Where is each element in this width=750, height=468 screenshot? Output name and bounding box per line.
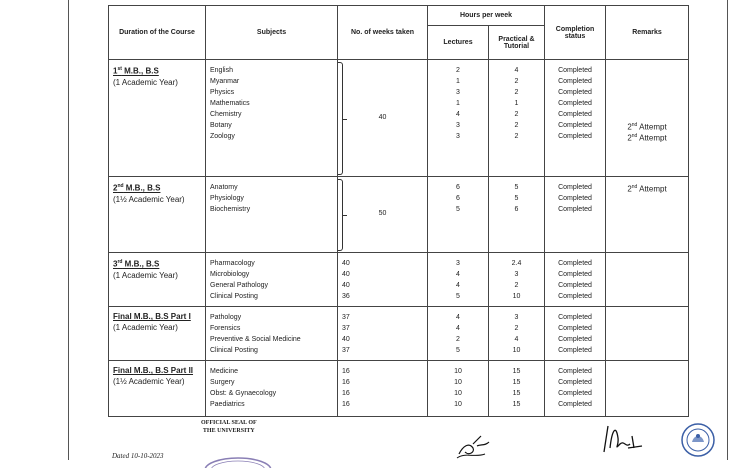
weeks-list-line: 37 (342, 325, 350, 332)
remarks-list-line: 2nd Attempt (627, 133, 667, 143)
course-year: (1½ Academic Year) (113, 377, 185, 386)
course-duration-cell (109, 307, 206, 361)
header-completion: Completion status (545, 6, 606, 60)
subject-list-line: Preventive & Social Medicine (210, 336, 301, 343)
subject-list-line: Medicine (210, 368, 239, 375)
lectures-list-line: 3 (456, 122, 460, 129)
header-lectures: Lectures (428, 26, 489, 60)
course-duration-cell (109, 361, 206, 417)
practical-list-line: 2 (514, 325, 519, 332)
status-list-line: Completed (558, 293, 592, 300)
practical-list-line: 2 (514, 122, 519, 129)
subject-list-line: Mathematics (210, 100, 250, 107)
lectures-list-line: 4 (456, 282, 460, 289)
course-duration-cell (109, 177, 206, 253)
subject-list-line: Clinical Posting (210, 293, 258, 300)
dated-text: Dated 10-10-2023 (112, 452, 164, 460)
course-year: (1 Academic Year) (113, 323, 178, 332)
subject-list (206, 60, 338, 177)
lectures-list-line: 10 (454, 390, 462, 397)
course-title: 3rd M.B., B.S (113, 259, 160, 269)
subject-list (206, 253, 338, 307)
signature-1 (455, 432, 495, 460)
status-list (545, 60, 606, 177)
subject-list-line: Surgery (210, 379, 235, 386)
practical-list-line: 15 (512, 368, 521, 375)
subject-list-line: Botany (210, 122, 232, 129)
course-year: (1 Academic Year) (113, 77, 178, 87)
lectures-list-line: 2 (456, 336, 460, 343)
lectures-list-line: 3 (456, 133, 460, 140)
header-duration: Duration of the Course (109, 6, 206, 60)
signature-2 (598, 418, 648, 458)
weeks-list-line: 16 (342, 390, 350, 397)
subject-list-line: Biochemistry (210, 206, 251, 213)
subject-list (206, 177, 338, 253)
weeks-list-line: 40 (342, 282, 350, 289)
practical-list-line: 3 (514, 314, 519, 321)
subject-list (206, 361, 338, 417)
remarks-list (606, 60, 689, 177)
practical-list-line: 4 (514, 336, 519, 343)
remarks-list (606, 361, 689, 417)
remarks-list-line (606, 193, 688, 204)
course-duration-cell (109, 60, 206, 177)
status-list-line: Completed (558, 336, 592, 343)
remarks-list-line (606, 65, 688, 76)
lectures-list-line: 4 (456, 314, 460, 321)
weeks-list (338, 253, 428, 307)
weeks-list-line: 16 (342, 368, 350, 375)
course-row (109, 307, 689, 361)
status-list-line: Completed (558, 325, 592, 332)
weeks-list-line: 37 (342, 347, 350, 354)
course-duration-cell (109, 253, 206, 307)
status-list-line: Completed (558, 282, 592, 289)
status-list (545, 307, 606, 361)
weeks-list-line: 40 (342, 336, 350, 343)
subject-list-line: Physics (210, 89, 235, 96)
course-row (109, 253, 689, 307)
seal-caption-line2: THE UNIVERSITY (202, 428, 255, 434)
weeks-list (338, 307, 428, 361)
lectures-list-line: 4 (456, 271, 460, 278)
status-list-line: Completed (558, 100, 592, 107)
subject-list-line: Myanmar (210, 78, 240, 85)
lectures-list-line: 1 (456, 100, 460, 107)
status-list-line: Completed (558, 184, 592, 191)
subject-list-line: General Pathology (210, 282, 268, 289)
weeks-total: 40 (378, 113, 387, 121)
status-list-line: Completed (558, 133, 592, 140)
weeks-list-line: 37 (342, 314, 350, 321)
practical-list-line: 2 (514, 282, 519, 289)
lectures-list-line: 3 (456, 260, 460, 267)
course-table (108, 5, 689, 417)
practical-list-line: 1 (514, 100, 519, 107)
header-weeks: No. of weeks taken (338, 6, 428, 60)
course-title: Final M.B., B.S Part II (113, 366, 194, 375)
subject-list-line: Forensics (210, 325, 241, 332)
weeks-list-line: 40 (342, 260, 350, 267)
course-title: Final M.B., B.S Part I (113, 312, 191, 321)
status-list (545, 361, 606, 417)
status-list-line: Completed (558, 379, 592, 386)
university-emblem (680, 422, 716, 460)
status-list (545, 177, 606, 253)
lectures-list-line: 6 (456, 195, 460, 202)
practical-list-line: 2 (514, 78, 519, 85)
weeks-list-line: 40 (342, 271, 350, 278)
lectures-list-line: 10 (454, 368, 462, 375)
remarks-list-line (606, 109, 688, 120)
course-row (109, 60, 689, 177)
page-left-border (68, 0, 69, 460)
status-list-line: Completed (558, 78, 592, 85)
practical-list-line: 15 (512, 401, 521, 408)
header-practical: Practical & Tutorial (489, 26, 545, 60)
practical-list-line: 5 (514, 184, 519, 191)
status-list-line: Completed (558, 67, 592, 74)
remarks-list-line: 2nd Attempt (627, 122, 667, 132)
practical-list (489, 307, 545, 361)
weeks-list-line: 16 (342, 379, 350, 386)
remarks-list-line (606, 87, 688, 98)
weeks-bracket-cell (338, 60, 428, 177)
status-list-line: Completed (558, 314, 592, 321)
lectures-list (428, 177, 489, 253)
official-seal-caption (201, 419, 257, 435)
lectures-list-line: 6 (456, 184, 460, 191)
subject-list-line: Clinical Posting (210, 347, 258, 354)
remarks-list-line: 2nd Attempt (627, 184, 667, 194)
subject-list-line: Microbiology (210, 271, 250, 278)
remarks-list (606, 253, 689, 307)
lectures-list-line: 2 (456, 67, 460, 74)
status-list-line: Completed (558, 347, 592, 354)
course-title: 1st M.B., B.S (113, 66, 159, 76)
remarks-list-line (606, 76, 688, 87)
practical-list-line: 3 (514, 271, 519, 278)
practical-list-line: 15 (512, 379, 521, 386)
status-list-line: Completed (558, 195, 592, 202)
course-row (109, 177, 689, 253)
practical-list-line: 2.4 (511, 260, 522, 267)
status-list-line: Completed (558, 260, 592, 267)
subject-list-line: Obst: & Gynaecology (210, 390, 277, 397)
remarks-list (606, 177, 689, 253)
lectures-list-line: 1 (456, 78, 460, 85)
course-year: (1½ Academic Year) (113, 194, 185, 204)
subject-list (206, 307, 338, 361)
subject-list-line: Anatomy (210, 184, 238, 191)
lectures-list (428, 60, 489, 177)
practical-list-line: 2 (514, 89, 519, 96)
status-list-line: Completed (558, 111, 592, 118)
lectures-list (428, 307, 489, 361)
lectures-list (428, 253, 489, 307)
practical-list-line: 10 (512, 347, 521, 354)
weeks-bracket-cell (338, 177, 428, 253)
lectures-list-line: 5 (456, 293, 460, 300)
seal-caption-line1: OFFICIAL SEAL OF (201, 420, 257, 426)
subject-list-line: Physiology (210, 195, 244, 202)
lectures-list (428, 361, 489, 417)
practical-list-line: 2 (514, 111, 519, 118)
practical-list (489, 60, 545, 177)
weeks-list (338, 361, 428, 417)
weeks-list-line: 16 (342, 401, 350, 408)
lectures-list-line: 10 (454, 379, 462, 386)
remarks-list (606, 307, 689, 361)
lectures-list-line: 5 (456, 206, 460, 213)
status-list-line: Completed (558, 206, 592, 213)
practical-list-line: 2 (514, 133, 519, 140)
practical-list-line: 6 (514, 206, 519, 213)
page-right-border (727, 0, 728, 460)
weeks-list-line: 36 (342, 293, 350, 300)
lectures-list-line: 4 (456, 325, 460, 332)
status-list-line: Completed (558, 89, 592, 96)
header-remarks: Remarks (606, 6, 689, 60)
lectures-list-line: 10 (454, 401, 462, 408)
course-row (109, 361, 689, 417)
weeks-total: 50 (378, 210, 387, 217)
practical-list-line: 5 (514, 195, 519, 202)
header-subjects: Subjects (206, 6, 338, 60)
status-list-line: Completed (558, 368, 592, 375)
practical-list-line: 15 (512, 390, 521, 397)
course-year: (1 Academic Year) (113, 270, 178, 280)
header-hours: Hours per week (428, 6, 545, 26)
status-list-line: Completed (558, 401, 592, 408)
lectures-list-line: 3 (456, 89, 460, 96)
course-title: 2nd M.B., B.S (113, 183, 161, 193)
remarks-list-line (606, 204, 688, 215)
subject-list-line: Chemistry (210, 111, 242, 118)
subject-list-line: Zoology (210, 133, 235, 140)
lectures-list-line: 4 (456, 111, 460, 118)
subject-list-line: Pharmacology (210, 260, 255, 267)
status-list-line: Completed (558, 271, 592, 278)
status-list-line: Completed (558, 390, 592, 397)
subject-list-line: Pathology (210, 314, 242, 321)
university-seal-image (203, 448, 273, 468)
status-list (545, 253, 606, 307)
subject-list-line: Paediatrics (210, 401, 245, 408)
practical-list-line: 10 (512, 293, 521, 300)
subject-list-line: English (210, 67, 233, 74)
lectures-list-line: 5 (456, 347, 460, 354)
practical-list (489, 253, 545, 307)
remarks-list-line (606, 98, 688, 109)
status-list-line: Completed (558, 122, 592, 129)
practical-list (489, 361, 545, 417)
practical-list (489, 177, 545, 253)
practical-list-line: 4 (514, 67, 519, 74)
